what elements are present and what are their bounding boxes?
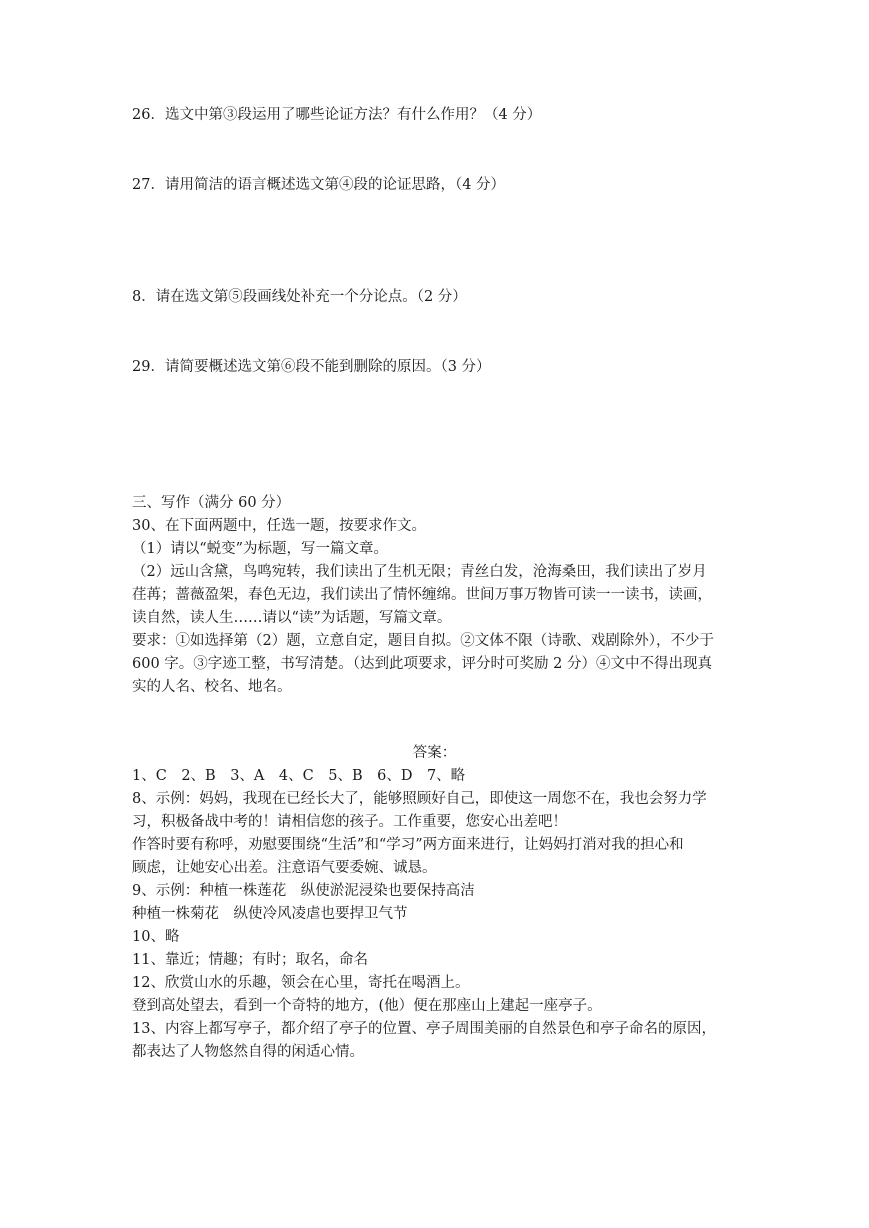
answer-11: 11、靠近；情趣；有时；取名，命名 — [132, 952, 368, 968]
question-29: 29．请简要概述选文第⑥段不能到删除的原因。（3 分） — [132, 359, 491, 375]
writing-requirement-line-1: 要求：①如选择第（2）题，立意自定，题目自拟。②文体不限（诗歌、戏剧除外），不少于 — [132, 633, 714, 649]
writing-task: 30、在下面两题中，任选一题，按要求作文。 — [132, 518, 426, 534]
writing-option-2-line-1: （2）远山含黛，鸟鸣宛转，我们读出了生机无限；青丝白发，沧海桑田，我们读出了岁月 — [132, 564, 707, 580]
writing-option-2-line-3: 读自然，读人生……请以“读”为话题，写篇文章。 — [132, 610, 452, 626]
answer-8-line-3: 作答时要有称呼，劝慰要围绕“生活”和“学习”两方面来进行，让妈妈打消对我的担心和 — [132, 837, 684, 853]
answer-9-line-1: 9、示例：种植一株莲花 纵使淤泥浸染也要保持高洁 — [132, 883, 475, 899]
writing-option-2-line-2: 荏苒；蔷薇盈架，春色无边，我们读出了情怀缠绵。世间万事万物皆可读一一读书，读画， — [132, 587, 712, 603]
writing-requirement-line-3: 实的人名、校名、地名。 — [132, 679, 292, 695]
writing-option-1: （1）请以“蜕变”为标题，写一篇文章。 — [132, 541, 389, 557]
answer-9-line-2: 种植一株菊花 纵使冷风凌虐也要捍卫气节 — [132, 906, 408, 922]
question-26: 26．选文中第③段运用了哪些论证方法？有什么作用？（4 分） — [132, 107, 542, 123]
answer-12-line-2: 登到高处望去，看到一个奇特的地方，(他）便在那座山上建起一座亭子。 — [132, 998, 602, 1014]
writing-heading: 三、写作（满分 60 分） — [132, 495, 291, 511]
answer-8-line-2: 习，积极备战中考的！请相信您的孩子。工作重要，您安心出差吧！ — [132, 814, 567, 830]
answer-8-line-4: 顾虑，让她安心出差。注意语气要委婉、诚恳。 — [132, 860, 437, 876]
answer-8-line-1: 8、示例：妈妈，我现在已经长大了，能够照顾好自己，即使这一周您不在，我也会努力学 — [132, 791, 707, 807]
writing-requirement-line-2: 600 字。③字迹工整，书写清楚。（达到此项要求，评分时可奖励 2 分）④文中不得出现真 — [132, 656, 712, 672]
question-27: 27．请用简洁的语言概述选文第④段的论证思路，（4 分） — [132, 177, 506, 193]
answer-10: 10、略 — [132, 929, 180, 945]
answer-13-line-1: 13、内容上都写亭子，都介绍了亭子的位置、亭子周围美丽的自然景色和亭子命名的原因， — [132, 1021, 716, 1037]
answers-title: 答案： — [412, 745, 457, 761]
answer-13-line-2: 都表达了人物悠然自得的闲适心情。 — [132, 1044, 364, 1060]
answer-1-7: 1、C 2、B 3、A 4、C 5、B 6、D 7、略 — [132, 768, 466, 784]
answer-12-line-1: 12、欣赏山水的乐趣，领会在心里，寄托在喝酒上。 — [132, 975, 470, 991]
question-28: 8．请在选文第⑤段画线处补充一个分论点。（2 分） — [132, 289, 467, 305]
